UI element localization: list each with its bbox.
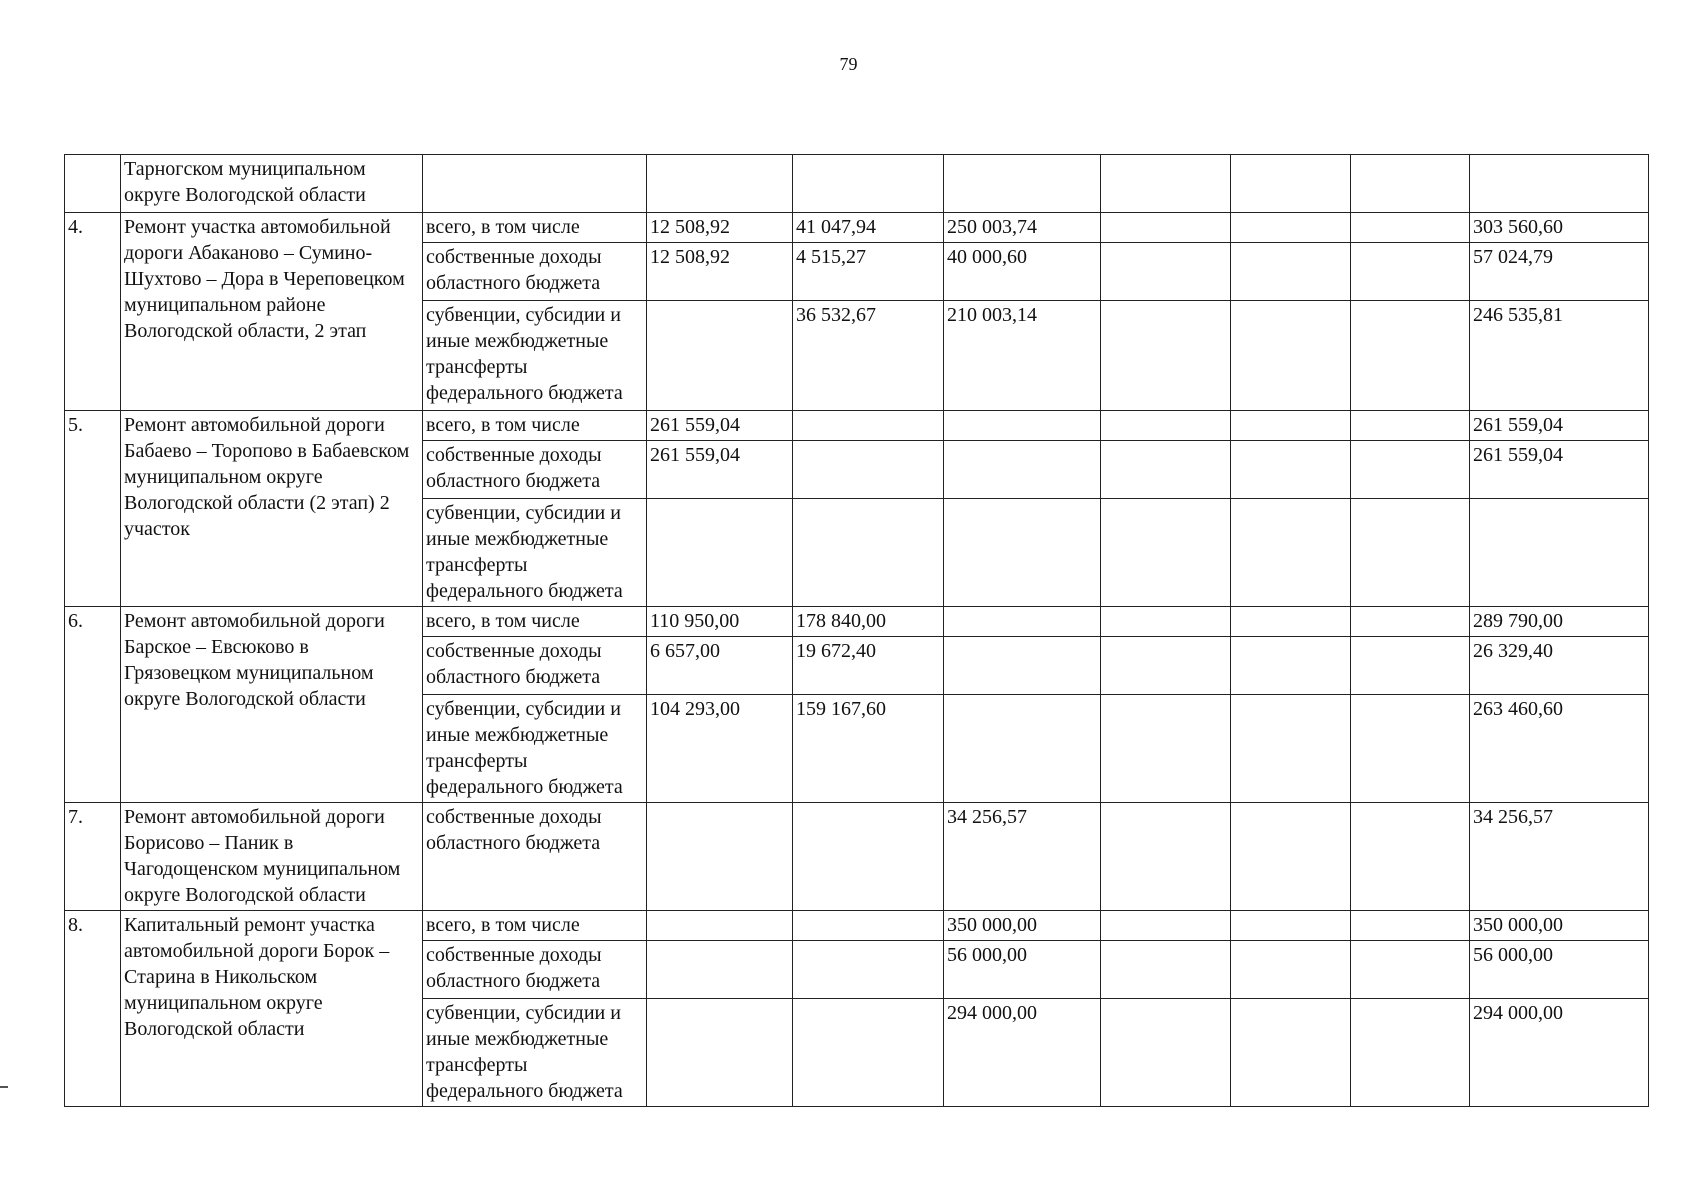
value-cell: [647, 301, 793, 411]
value-cell: [793, 441, 944, 499]
value-cell: [1351, 243, 1470, 301]
value-cell: [647, 803, 793, 911]
budget-table: [64, 154, 1649, 1107]
value-cell: [793, 411, 944, 441]
value-cell: 12 508,92: [647, 213, 793, 243]
funding-source: собственные доходы областного бюджета: [423, 637, 647, 695]
value-cell: [647, 941, 793, 999]
value-cell: 250 003,74: [944, 213, 1101, 243]
value-cell: [1351, 803, 1470, 911]
object-name: Тарногском муниципальном округе Вологодской области: [121, 155, 423, 213]
row-index: 8.: [65, 911, 121, 1107]
value-cell: [1101, 803, 1231, 911]
value-cell: [1231, 803, 1351, 911]
value-cell: [1351, 301, 1470, 411]
value-cell: [1231, 155, 1351, 213]
funding-source: собственные доходы областного бюджета: [423, 941, 647, 999]
funding-source: собственные доходы областного бюджета: [423, 441, 647, 499]
row-index: [65, 155, 121, 213]
value-cell: [944, 155, 1101, 213]
object-name: Ремонт автомобильной дороги Бабаево – Торопово в Бабаевском муниципальном округе Вологодской области (2 этап) 2 участок: [121, 411, 423, 607]
object-name: Ремонт автомобильной дороги Борисово – Паник в Чагодощенском муниципальном округе Вологодской области: [121, 803, 423, 911]
value-cell: 261 559,04: [647, 411, 793, 441]
value-cell: [793, 499, 944, 607]
scan-artifact-mark: [0, 1086, 8, 1088]
total-cell: 34 256,57: [1470, 803, 1649, 911]
value-cell: [1231, 243, 1351, 301]
total-cell: [1470, 155, 1649, 213]
value-cell: [1351, 637, 1470, 695]
value-cell: [647, 911, 793, 941]
table-row-continuation: [65, 155, 1649, 213]
total-cell: 26 329,40: [1470, 637, 1649, 695]
object-name: Ремонт участка автомобильной дороги Абаканово – Сумино-Шухтово – Дора в Череповецком муниципальном районе Вологодской области, 2 этап: [121, 213, 423, 411]
value-cell: 110 950,00: [647, 607, 793, 637]
value-cell: [793, 911, 944, 941]
value-cell: 36 532,67: [793, 301, 944, 411]
total-cell: [1470, 499, 1649, 607]
value-cell: [1101, 243, 1231, 301]
value-cell: 6 657,00: [647, 637, 793, 695]
row-index: 7.: [65, 803, 121, 911]
value-cell: [1231, 999, 1351, 1107]
funding-source: всего, в том числе: [423, 411, 647, 441]
table-row: [65, 803, 1649, 911]
funding-source: собственные доходы областного бюджета: [423, 243, 647, 301]
value-cell: 261 559,04: [647, 441, 793, 499]
value-cell: 19 672,40: [793, 637, 944, 695]
value-cell: 210 003,14: [944, 301, 1101, 411]
row-index: 5.: [65, 411, 121, 607]
value-cell: 159 167,60: [793, 695, 944, 803]
value-cell: [1231, 301, 1351, 411]
value-cell: [1101, 441, 1231, 499]
value-cell: [1231, 411, 1351, 441]
funding-source: субвенции, субсидии и иные межбюджетные трансферты федерального бюджета: [423, 695, 647, 803]
value-cell: 41 047,94: [793, 213, 944, 243]
value-cell: [944, 695, 1101, 803]
funding-source: [423, 155, 647, 213]
funding-source: всего, в том числе: [423, 607, 647, 637]
funding-source: субвенции, субсидии и иные межбюджетные трансферты федерального бюджета: [423, 301, 647, 411]
funding-source: всего, в том числе: [423, 213, 647, 243]
total-cell: 289 790,00: [1470, 607, 1649, 637]
value-cell: [1101, 213, 1231, 243]
total-cell: 294 000,00: [1470, 999, 1649, 1107]
value-cell: 56 000,00: [944, 941, 1101, 999]
row-index: 6.: [65, 607, 121, 803]
value-cell: [1101, 499, 1231, 607]
value-cell: [944, 637, 1101, 695]
value-cell: [1351, 999, 1470, 1107]
value-cell: [1101, 695, 1231, 803]
value-cell: [1231, 499, 1351, 607]
funding-source: субвенции, субсидии и иные межбюджетные трансферты федерального бюджета: [423, 499, 647, 607]
object-name: Ремонт автомобильной дороги Барское – Евсюково в Грязовецком муниципальном округе Вологодской области: [121, 607, 423, 803]
value-cell: [1101, 941, 1231, 999]
value-cell: 178 840,00: [793, 607, 944, 637]
value-cell: [647, 499, 793, 607]
total-cell: 303 560,60: [1470, 213, 1649, 243]
table-row: [65, 213, 1649, 243]
total-cell: 57 024,79: [1470, 243, 1649, 301]
table-row: [65, 911, 1649, 941]
table-row: [65, 607, 1649, 637]
value-cell: [793, 803, 944, 911]
value-cell: [1351, 941, 1470, 999]
value-cell: [1351, 695, 1470, 803]
table-row: [65, 411, 1649, 441]
value-cell: [1231, 695, 1351, 803]
value-cell: [793, 999, 944, 1107]
value-cell: 34 256,57: [944, 803, 1101, 911]
value-cell: 4 515,27: [793, 243, 944, 301]
value-cell: [1101, 999, 1231, 1107]
page-number: 79: [839, 54, 858, 74]
total-cell: 246 535,81: [1470, 301, 1649, 411]
value-cell: [944, 499, 1101, 607]
value-cell: [944, 411, 1101, 441]
value-cell: [1351, 213, 1470, 243]
funding-source: субвенции, субсидии и иные межбюджетные трансферты федерального бюджета: [423, 999, 647, 1107]
value-cell: 350 000,00: [944, 911, 1101, 941]
value-cell: [1351, 499, 1470, 607]
value-cell: [1101, 637, 1231, 695]
value-cell: [1351, 911, 1470, 941]
total-cell: 350 000,00: [1470, 911, 1649, 941]
total-cell: 263 460,60: [1470, 695, 1649, 803]
value-cell: [944, 441, 1101, 499]
table-body: [65, 155, 1649, 1107]
value-cell: [1231, 941, 1351, 999]
value-cell: [1101, 155, 1231, 213]
value-cell: [1351, 441, 1470, 499]
value-cell: 104 293,00: [647, 695, 793, 803]
value-cell: [1101, 301, 1231, 411]
row-index: 4.: [65, 213, 121, 411]
value-cell: 12 508,92: [647, 243, 793, 301]
total-cell: 261 559,04: [1470, 411, 1649, 441]
value-cell: [1231, 911, 1351, 941]
value-cell: [1351, 411, 1470, 441]
total-cell: 56 000,00: [1470, 941, 1649, 999]
value-cell: [1231, 607, 1351, 637]
value-cell: [647, 155, 793, 213]
value-cell: [1231, 441, 1351, 499]
total-cell: 261 559,04: [1470, 441, 1649, 499]
value-cell: [1101, 411, 1231, 441]
value-cell: [793, 941, 944, 999]
value-cell: [1351, 155, 1470, 213]
value-cell: [944, 607, 1101, 637]
value-cell: 40 000,60: [944, 243, 1101, 301]
value-cell: [647, 999, 793, 1107]
value-cell: [1231, 213, 1351, 243]
object-name: Капитальный ремонт участка автомобильной дороги Борок – Старина в Никольском муниципальном округе Вологодской области: [121, 911, 423, 1107]
value-cell: [793, 155, 944, 213]
funding-source: всего, в том числе: [423, 911, 647, 941]
value-cell: 294 000,00: [944, 999, 1101, 1107]
value-cell: [1101, 607, 1231, 637]
value-cell: [1351, 607, 1470, 637]
value-cell: [1101, 911, 1231, 941]
value-cell: [1231, 637, 1351, 695]
funding-source: собственные доходы областного бюджета: [423, 803, 647, 911]
